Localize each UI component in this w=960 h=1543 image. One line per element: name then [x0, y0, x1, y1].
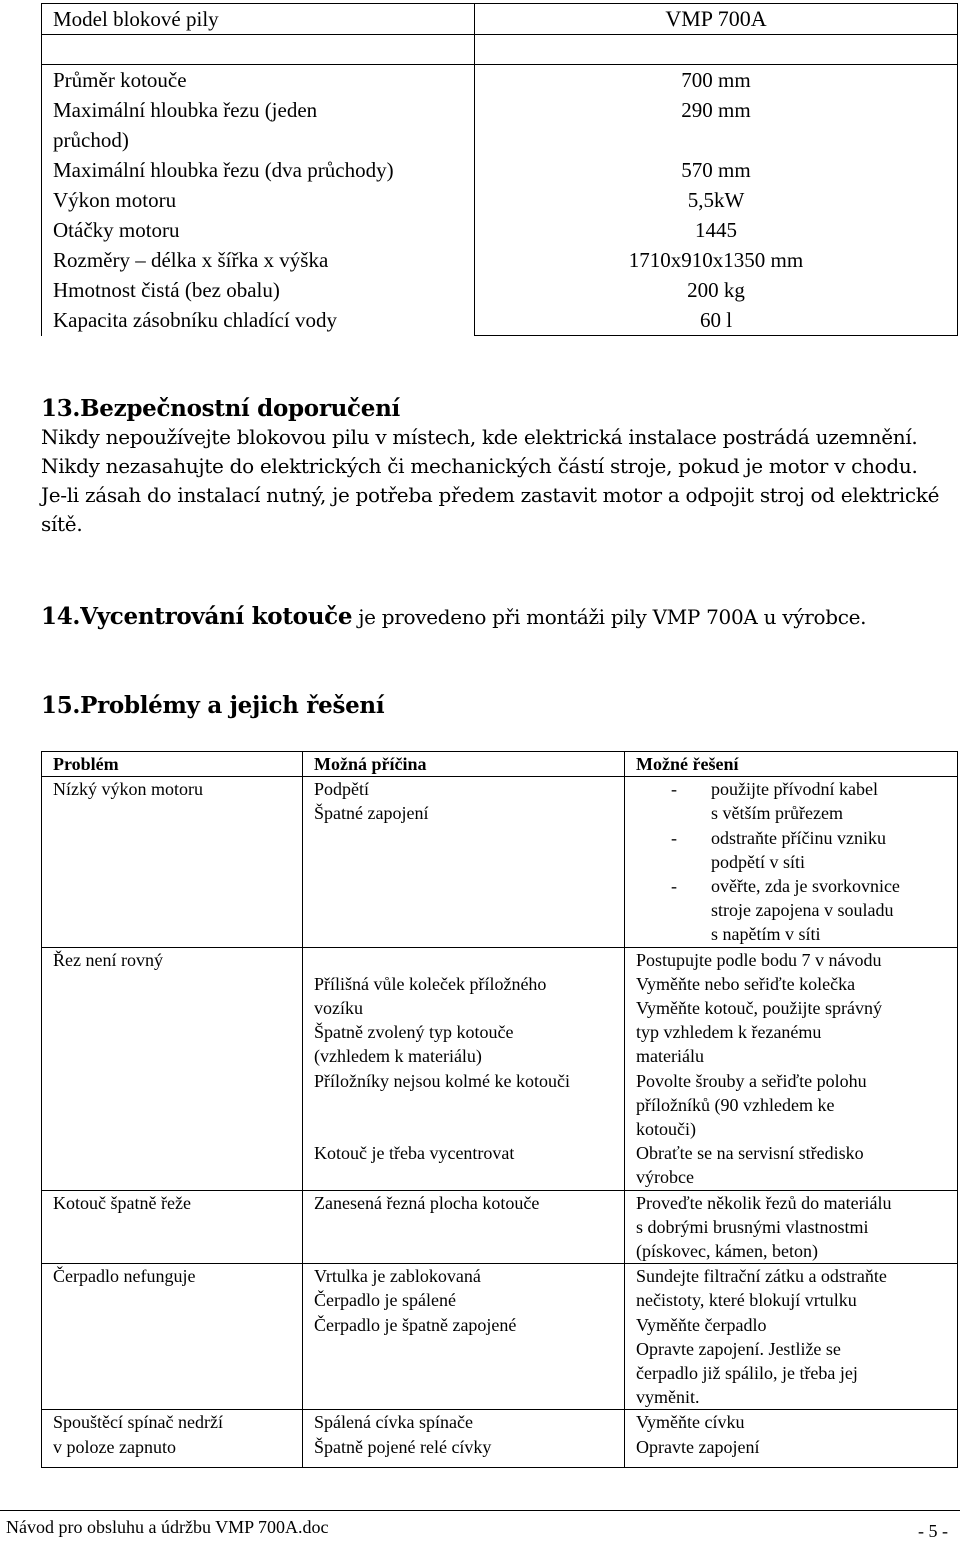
solution-line: Vyměňte čerpadlo — [636, 1314, 767, 1335]
problem-cell — [42, 1264, 303, 1410]
cause-line: vozíku — [314, 998, 363, 1019]
spec-row-value: 700 mm — [681, 68, 751, 92]
problem-text: Řez není rovný — [53, 949, 163, 970]
spec-row-value: 570 mm — [681, 158, 751, 182]
problem-cell — [42, 777, 303, 947]
spec-row-value: 1445 — [695, 218, 737, 242]
solution-line: použijte přívodní kabel — [711, 779, 878, 800]
dash-marker: - — [671, 876, 677, 897]
spec-row-label: Výkon motoru — [53, 188, 177, 212]
spec-row-value: 200 kg — [687, 278, 745, 302]
dash-marker: - — [671, 779, 677, 800]
solution-cell — [625, 1410, 958, 1467]
problems-header-solution: Možné řešení — [625, 752, 958, 777]
solution-line: materiálu — [636, 1046, 704, 1067]
solution-line: Vyměňte nebo seřiďte kolečka — [636, 973, 856, 994]
spec-row-label: Rozměry – délka x šířka x výška — [53, 248, 329, 272]
solution-cell — [625, 947, 958, 1190]
solution-line: Opravte zapojení. Jestliže se — [636, 1338, 841, 1359]
cause-line: Zanesená řezná plocha kotouče — [314, 1192, 540, 1213]
cause-line: Příložníky nejsou kolmé ke kotouči — [314, 1070, 570, 1091]
solution-line: Opravte zapojení — [636, 1436, 760, 1457]
problem-text: Spouštěcí spínač nedrží — [53, 1412, 223, 1433]
problem-text: Čerpadlo nefunguje — [53, 1266, 196, 1287]
problems-header-problem: Problém — [42, 752, 303, 777]
solution-line: Obraťte se na servisní středisko — [636, 1143, 864, 1164]
cause-cell — [303, 947, 625, 1190]
cause-line — [314, 1093, 624, 1117]
cause-line: Špatné zapojení — [314, 803, 429, 824]
spec-row-value: 1710x910x1350 mm — [628, 248, 804, 272]
cause-cell — [303, 1264, 625, 1410]
solution-line: s dobrými brusnými vlastnostmi — [636, 1216, 869, 1237]
solution-line: Vyměňte kotouč, použijte správný — [636, 998, 882, 1019]
cause-line — [314, 1117, 624, 1141]
solution-item — [636, 777, 957, 825]
cause-line: Spálená cívka spínače — [314, 1412, 473, 1433]
solution-line: odstraňte příčinu vzniku — [711, 827, 886, 848]
problems-header-cause: Možná příčina — [303, 752, 625, 777]
problem-text: Kotouč špatně řeže — [53, 1192, 191, 1213]
solution-line: podpětí v síti — [711, 851, 805, 872]
spec-table — [41, 3, 958, 336]
solution-line: s větším průřezem — [711, 803, 843, 824]
spec-row-label: Otáčky motoru — [53, 218, 180, 242]
solution-line: čerpadlo již spálilo, je třeba jej — [636, 1363, 858, 1384]
cause-line: (vzhledem k materiálu) — [314, 1046, 482, 1067]
section-13-text: Nikdy nepoužívejte blokovou pilu v místech, kde elektrická instalace postrádá uzemnění. Nikdy nezasahujte do elektrických či mechanických částí stroje, pokud je motor v chodu. Je-li zásah do instalací nutný, je potřeba předem zastavit motor a odpojit stroj od elektrické sítě. — [41, 425, 940, 536]
problem-text: Nízký výkon motoru — [53, 779, 203, 800]
footer-page-number: - 5 - — [918, 1521, 948, 1541]
cause-cell — [303, 1410, 625, 1467]
cause-line: Kotouč je třeba vycentrovat — [314, 1143, 515, 1164]
cause-line: Špatně pojené relé cívky — [314, 1436, 492, 1457]
solution-item — [636, 874, 957, 947]
spec-empty-cell — [475, 35, 958, 65]
solution-item — [636, 826, 957, 874]
spec-row-label: Maximální hloubka řezu (dva průchody) — [53, 158, 394, 182]
spec-row-value: 5,5kW — [687, 188, 745, 212]
solution-line: nečistoty, které blokují vrtulku — [636, 1290, 857, 1311]
cause-line: Špatně zvolený typ kotouče — [314, 1022, 514, 1043]
solution-line: (pískovec, kámen, beton) — [636, 1241, 818, 1262]
cause-cell — [303, 1190, 625, 1264]
solution-line: Postupujte podle bodu 7 v návodu — [636, 949, 882, 970]
solution-line: ověřte, zda je svorkovnice — [711, 876, 900, 897]
solution-line: výrobce — [636, 1167, 694, 1188]
problem-cell — [42, 1410, 303, 1467]
spec-value-cell — [475, 65, 958, 336]
solution-line: Vyměňte cívku — [636, 1412, 745, 1433]
problems-table — [41, 751, 958, 1468]
spec-label-cell — [42, 65, 475, 336]
cause-line: Čerpadlo je spálené — [314, 1290, 456, 1311]
spec-row-value: 290 mm — [681, 98, 751, 122]
spec-row-label: Maximální hloubka řezu (jeden průchod) — [53, 98, 318, 152]
spec-empty-cell — [42, 35, 475, 65]
spec-row-value: 60 l — [699, 308, 733, 332]
solution-cell — [625, 1264, 958, 1410]
spec-header-value: VMP 700A — [475, 4, 958, 35]
page-footer — [0, 1510, 960, 1543]
dash-marker: - — [671, 827, 677, 848]
solution-cell — [625, 1190, 958, 1264]
solution-line: stroje zapojena v souladu — [711, 900, 894, 921]
problem-cell — [42, 1190, 303, 1264]
spec-row-label: Průměr kotouče — [53, 68, 187, 92]
section-14-heading — [41, 603, 866, 630]
cause-line: Podpětí — [314, 779, 370, 800]
spec-row-label: Hmotnost čistá (bez obalu) — [53, 278, 280, 302]
cause-line — [314, 948, 624, 972]
problem-text: v poloze zapnuto — [53, 1436, 176, 1457]
section-13-title: 13.Bezpečnostní doporučení — [41, 395, 400, 422]
cause-line: Přílišná vůle koleček příložného — [314, 973, 547, 994]
solution-cell — [625, 777, 958, 947]
solution-line: s napětím v síti — [711, 924, 821, 945]
spec-row-label: Kapacita zásobníku chladící vody — [53, 308, 337, 332]
cause-line: Vrtulka je zablokovaná — [314, 1266, 481, 1287]
cause-line: Čerpadlo je špatně zapojené — [314, 1314, 517, 1335]
footer-document-name: Návod pro obsluhu a údržbu VMP 700A.doc — [6, 1517, 329, 1537]
section-15-title: 15.Problémy a jejich řešení — [41, 692, 385, 719]
solution-line: typ vzhledem k řezanému — [636, 1022, 822, 1043]
spec-header-label: Model blokové pily — [42, 4, 475, 35]
section-14-title: 14.Vycentrování kotouče — [41, 603, 353, 630]
solution-line: kotouči) — [636, 1119, 696, 1140]
solution-line: vyměnit. — [636, 1387, 700, 1408]
solution-line: Povolte šrouby a seřiďte polohu — [636, 1070, 867, 1091]
solution-line: příložníků (90 vzhledem ke — [636, 1094, 835, 1115]
section-14-text: je provedeno při montáži pily VMP 700A u výrobce. — [352, 605, 867, 629]
cause-cell — [303, 777, 625, 947]
solution-line: Sundejte filtrační zátku a odstraňte — [636, 1266, 887, 1287]
solution-line: Proveďte několik řezů do materiálu — [636, 1192, 892, 1213]
problem-cell — [42, 947, 303, 1190]
